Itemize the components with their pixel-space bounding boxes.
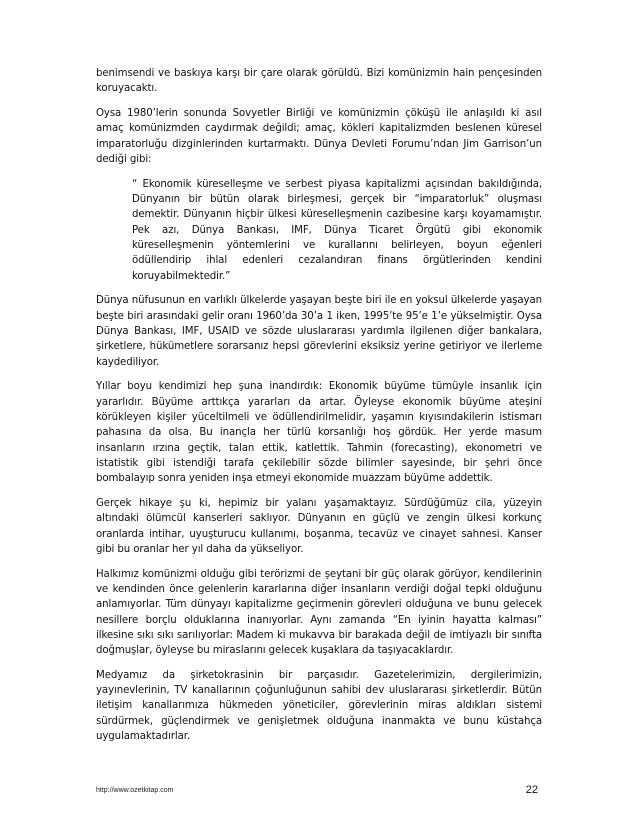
document-body — [96, 66, 542, 754]
page-footer — [96, 784, 542, 798]
paragraph-1: benimsendi ve baskıya karşı bir çare olarak görüldü. Bizi komünizmin hain pençesinden koruyacaktı. — [96, 68, 542, 95]
paragraph-7: Medyamız da şirketokrasinin bir parçasıdır. Gazetelerimizin, dergilerimizin, yayınevlerinin, TV kanallarının çoğunluğunun sahibi dev uluslararası şirketlerdir. Bütün iletişim kanallarımıza hükmeden yöneticiler, görevlerinin miras aldıkları sistemi sürdürmek, güçlendirmek ve genişletmek olduğuna inanmakta ve bunu küstahça uygulamaktadırlar. — [96, 669, 542, 743]
paragraph-4: Yıllar boyu kendimizi hep şuna inandırdık: Ekonomik büyüme tümüyle insanlık için yararlıdır. Büyüme arttıkça yararları da artar. Öyleyse ekonomik büyüme ateşini körükleyen kişiler yüceltilmeli ve ödüllendirilmelidir, yaşamın kıyısındakilerin istismarı pahasına da olsa. Bu inançla her türlü korsanlığı hoş gördük. Her yerde masum insanların ırzına geçtik, talan ettik, katlettik. Tahmin (forecasting), ekonometri ve istatistik gibi istendiği tarafa çekilebilir sözde bilimler sayesinde, bir şehri önce bombalayıp sonra yeniden inşa etmeyi ekonomide muazzam büyüme addettik. — [96, 381, 542, 485]
paragraph-6: Halkımız komünizmi olduğu gibi terörizmi de şeytani bir güç olarak görüyor, kendilerinin ve kendinden önce gelenlerin kararlarına diğer insanların verdiği doğal tepki olduğunu anlamıyorlar. Tüm dünyayı kapitalizme geçirmenin görevleri olduğuna ve bunu gelecek nesillere borçlu olduklarına inanıyorlar. Aynı zamanda “En iyinin hayatta kalması” ilkesine sıkı sıkı sarılıyorlar: Madem ki mukavva bir barakada değil de imtiyazlı bir sınıfta doğmuşlar, öyleyse bu miraslarını gelecek kuşaklara da taşıyacaklardır. — [96, 568, 542, 657]
block-quote: “ Ekonomik küreselleşme ve serbest piyasa kapitalizmi açısından bakıldığında, Dünyanın bir bütün olarak birleşmesi, gerçek bir “imparatorluk” oluşması demektir. Dünyanın hiçbir ülkesi küreselleşmenin cazibesine karşı koyamamıştır. Pek azı, Dünya Bankası, IMF, Dünya Ticaret Örgütü gibi ekonomik küreselleşmenin yöntemlerini ve kurallarını belirleyen, boyun eğenleri ödüllendirip ihlal edenleri cezalandıran finans örgütlerinden kendini koruyabilmektedir.” — [132, 178, 542, 282]
paragraph-5: Gerçek hikaye şu ki, hepimiz bir yalanı yaşamaktayız. Sürdüğümüz cila, yüzeyin altındaki ölümcül kanserleri saklıyor. Dünyanın en güçlü ve zengin ülkesi korkunç oranlarda intihar, uyuşturucu kullanımı, boşanma, tecavüz ve cinayet sahnesi. Kanser gibi bu oranlar her yıl daha da yükseliyor. — [96, 497, 542, 555]
page-number: 22 — [525, 784, 538, 796]
paragraph-3: Dünya nüfusunun en varlıklı ülkelerde yaşayan beşte biri ile en yoksul ülkelerde yaşayan beşte biri arasındaki gelir oranı 1960’da 30’a 1 iken, 1995’te 95’e 1’e yükselmiştir. Oysa Dünya Bankası, IMF, USAID ve sözde uluslararası yardımla ilgilenen diğer bankalara, şirketlere, hükümetlere sorarsanız hepsi görevlerini eksiksiz yerine getiriyor ve ilerleme kaydediliyor. — [96, 295, 542, 368]
footer-url: http://www.ozetkitap.com — [96, 787, 174, 794]
paragraph-2: Oysa 1980’lerin sonunda Sovyetler Birliği ve komünizmin çöküşü ile anlaşıldı ki asıl amaç komünizmden caydırmak değildi; amaç, kökleri kapitalizmden beslenen küresel imparatorluğu dizginlerinden kurtarmaktı. Dünya Devleti Forumu’ndan Jim Garrison’un dediği gibi: — [96, 108, 542, 165]
